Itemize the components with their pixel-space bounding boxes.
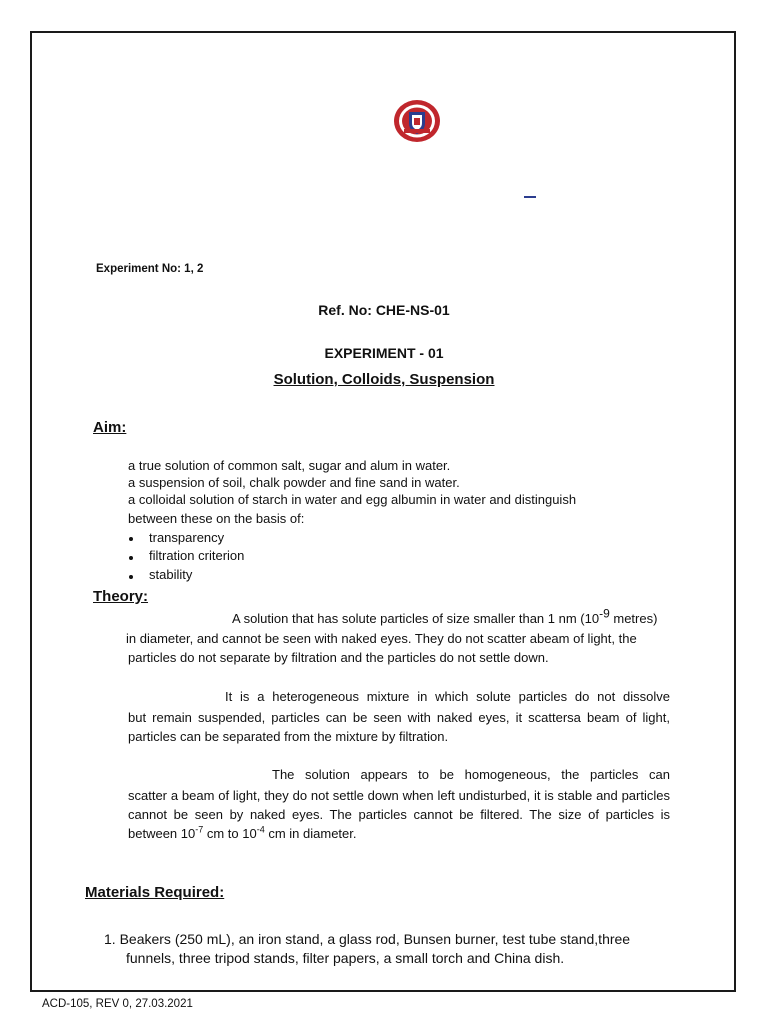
theory-p1-line2: in diameter, and cannot be seen with naked eyes. They do not scatter abeam of light, the — [126, 631, 637, 646]
aim-line-1: a true solution of common salt, sugar and alum in water. — [128, 458, 451, 473]
aim-bullet-3: stability — [149, 567, 193, 582]
theory-p1-line3: particles do not separate by filtration and the particles do not settle down. — [128, 650, 549, 665]
aim-line-3: a colloidal solution of starch in water and egg albumin in water and distinguish — [128, 492, 577, 507]
aim-heading: Aim: — [93, 419, 127, 436]
aim-line-2: a suspension of soil, chalk powder and fine sand in water. — [128, 475, 460, 490]
materials-item-1-line2: funnels, three tripod stands, filter papers, a small torch and China dish. — [126, 950, 565, 966]
subtitle-text: Solution, Colloids, Suspension — [273, 371, 495, 388]
materials-heading: Materials Required: — [85, 884, 225, 901]
theory-p2-line1: It is a heterogeneous mixture in which solute particles do not dissolve — [225, 689, 670, 704]
theory-p1-line1 — [232, 606, 658, 626]
experiment-title: EXPERIMENT - 01 — [324, 345, 444, 361]
p1-text: A solution that has solute particles of size smaller than 1 nm (10 — [232, 611, 600, 626]
reference-number: Ref. No: CHE-NS-01 — [318, 302, 450, 318]
experiment-number: Experiment No: 1, 2 — [96, 263, 204, 275]
aim-bullet-1: transparency — [149, 530, 225, 545]
aim-line-4: between these on the basis of: — [128, 511, 305, 526]
theory-heading: Theory: — [93, 588, 149, 605]
p3-exponent-b: -4 — [256, 824, 265, 835]
university-seal-logo — [393, 99, 441, 143]
bullet-dot — [129, 556, 133, 560]
theory-p3-body — [128, 786, 670, 843]
bullet-dot — [129, 575, 133, 579]
p3-text-a: scatter a beam of light, they do not settle down when left undisturbed, it is stable and particles cannot be seen by naked eyes. The particles cannot be filtered. The size of particles is between 10 — [128, 788, 670, 841]
p3-exponent-a: -7 — [195, 824, 204, 835]
p1-text-end: metres) — [609, 611, 658, 626]
p3-text-c: cm in diameter. — [264, 826, 357, 841]
document-footer: ACD-105, REV 0, 27.03.2021 — [42, 998, 193, 1010]
blue-dash-mark — [524, 196, 536, 198]
theory-p3-line1: The solution appears to be homogeneous, the particles can — [272, 767, 670, 782]
p3-text-b: cm to 10 — [203, 826, 257, 841]
p1-exponent: -9 — [599, 606, 610, 621]
theory-p2-body: but remain suspended, particles can be seen with naked eyes, it scattersa beam of light, particles can be separated from the mixture by filtration. — [128, 710, 670, 744]
materials-item-1-line1: 1. Beakers (250 mL), an iron stand, a glass rod, Bunsen burner, test tube stand,three — [104, 931, 631, 947]
aim-bullet-2: filtration criterion — [149, 548, 245, 563]
bullet-dot — [129, 537, 133, 541]
experiment-subtitle — [0, 371, 768, 388]
